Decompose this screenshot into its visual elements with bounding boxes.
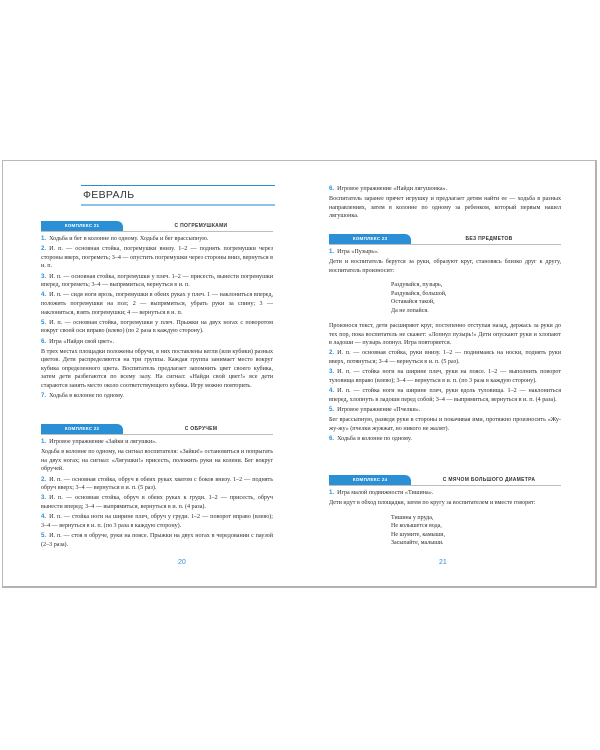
complex-24-header bbox=[329, 475, 561, 486]
item-text: Ходьба в колонне по одному. bbox=[49, 393, 124, 400]
list-item bbox=[41, 476, 273, 493]
item-number: 4. bbox=[41, 513, 47, 521]
list-item bbox=[41, 392, 273, 401]
list-item bbox=[329, 258, 561, 275]
item-text: Ходьба в колонне по одному. bbox=[337, 435, 412, 442]
item-text: Игра «Найди свой цвет». bbox=[49, 338, 114, 345]
complex-22-tab: КОМПЛЕКС 22 bbox=[41, 424, 123, 434]
complex-23-header bbox=[329, 234, 561, 245]
list-item bbox=[41, 438, 273, 447]
list-item bbox=[41, 235, 273, 244]
list-item bbox=[329, 195, 561, 221]
poem-line: Не колышется вода, bbox=[391, 523, 442, 530]
list-item bbox=[329, 368, 561, 385]
item-number: 1. bbox=[41, 235, 47, 242]
poem-line: Оставайся такой, bbox=[391, 299, 435, 306]
item-number: 5. bbox=[41, 531, 47, 539]
poem-line: Да не лопайся. bbox=[391, 307, 429, 314]
item-text: И. п. — сидя ноги врозь, погремушки в обеих руках у плеч. 1 — наклониться вперед, положить погремушки на пол; 2 — выпрямиться, убрать руки за спину; 3 — наклониться, взять погремушки; 4 — вернуться в и. п. bbox=[41, 292, 273, 316]
poem-line: Засыпайте, малыши. bbox=[391, 540, 444, 546]
complex-24-tab: КОМПЛЕКС 24 bbox=[329, 475, 411, 485]
list-item bbox=[329, 185, 561, 194]
complex-23-items bbox=[329, 322, 561, 443]
item-text: В трех местах площадки положены обручи, в них поставлены кегли (или кубики) разных цветов. Дети распределяются на три группы. Каждая группа занимает место вокруг кубика определенного цвета. Воспитатель предлагает запомнить цвет своего кубика, затем дети разбегаются по всему залу. На сигнал: «Найди свой цвет!» все дети стараются занять место около соответствующего кубика. Игру можно повторить. bbox=[41, 348, 273, 390]
item-number: 2. bbox=[41, 475, 47, 483]
page-number-right: 21 bbox=[439, 559, 447, 566]
list-item bbox=[329, 349, 561, 366]
list-item bbox=[41, 291, 273, 317]
item-text: И. п. — основная стойка, обруч в обеих руках хватом с боков внизу. 1–2 — поднять обруч вверх; 3–4 — вернуться в и. п. (5 раз). bbox=[41, 476, 273, 492]
complex-21-tab: КОМПЛЕКС 21 bbox=[41, 221, 123, 231]
month-heading: ФЕВРАЛЬ bbox=[81, 185, 275, 206]
item-text: Произнося текст, дети расширяют круг, постепенно отступая назад, держась за руки до тех пор, пока воспитатель не скажет: «Лопнул пузырь!» Дети опускают руки и хлопают в ладоши — пузырь лопнул. Игра повторяется. bbox=[329, 323, 561, 347]
complex-24 bbox=[329, 475, 561, 554]
list-item bbox=[41, 319, 273, 336]
list-item bbox=[41, 532, 273, 549]
list-item bbox=[41, 513, 273, 530]
poem-line: Раздувайся, большой, bbox=[391, 290, 447, 297]
list-item bbox=[329, 416, 561, 433]
item-text: Ходьба и бег в колонне по одному. Ходьба и бег врассыпную. bbox=[49, 236, 209, 242]
item-number: 7. bbox=[41, 392, 47, 400]
list-item bbox=[329, 489, 561, 498]
poem-line: Не шумите, камыши, bbox=[391, 531, 445, 538]
poem-line: Раздувайся, пузырь, bbox=[391, 282, 443, 289]
complex-21-items bbox=[41, 235, 273, 401]
list-item bbox=[41, 448, 273, 474]
list-item bbox=[329, 322, 561, 348]
item-text: И. п. — стоя в обруче, руки на поясе. Прыжки на двух ногах в чередовании с паузой (2–3 раза). bbox=[41, 532, 273, 548]
item-number: 3. bbox=[41, 494, 47, 502]
book-spread bbox=[2, 160, 597, 588]
item-number: 5. bbox=[329, 405, 335, 413]
list-item bbox=[329, 499, 561, 508]
complex-22-header bbox=[41, 424, 273, 435]
continued-list bbox=[329, 185, 561, 221]
complex-24-poem bbox=[391, 514, 561, 548]
page-number-left: 20 bbox=[178, 559, 186, 566]
item-text: Бег врассыпную, разведя руки в стороны и покачивая ими, протяжно произносить «Жу-жу-жу» (пчелки жужжат, но никого не жалят). bbox=[329, 416, 561, 432]
item-number: 1. bbox=[329, 489, 335, 496]
item-text: Дети идут в обход площадки, затем по кругу за воспитателем и вместе говорят: bbox=[329, 500, 536, 507]
item-text: Ходьба в колонне по одному, на сигнал воспитателя: «Зайки!» остановиться и попрыгать на двух ногах; на сигнал: «Лягушки!» присесть, положить руки на колени. Бег вокруг обручей. bbox=[41, 449, 273, 473]
list-item bbox=[41, 245, 273, 271]
complex-22 bbox=[41, 424, 273, 551]
list-item bbox=[41, 494, 273, 511]
item-text: И. п. — основная стойка, руки внизу. 1–2 — поднимаясь на носки, поднять руки вверх, потянуться; 3–4 — вернуться в и. п. (5 раз). bbox=[329, 350, 561, 365]
item-text: Игра малой подвижности «Тишина». bbox=[337, 490, 434, 496]
item-number: 6. bbox=[41, 337, 47, 345]
list-item bbox=[41, 273, 273, 290]
item-number: 6. bbox=[329, 434, 335, 442]
list-item bbox=[329, 406, 561, 415]
item-number: 2. bbox=[41, 245, 47, 253]
item-number: 3. bbox=[329, 368, 335, 376]
continued-items bbox=[329, 185, 561, 223]
list-item bbox=[329, 435, 561, 444]
complex-23-title: БЕЗ ПРЕДМЕТОВ bbox=[465, 236, 513, 242]
poem-line: Тишина у пруда, bbox=[391, 514, 434, 521]
complex-23-intro bbox=[329, 248, 561, 275]
item-text: Воспитатель заранее прячет игрушку и предлагает детям найти ее — ходьба в разных направлениях, затем в колонне по одному за ребенком, который первым нашел лягушонка. bbox=[329, 196, 561, 220]
item-text: Игровое упражнение «Пчелки». bbox=[337, 406, 421, 413]
item-number: 1. bbox=[329, 248, 335, 255]
item-number: 4. bbox=[41, 291, 47, 299]
item-text: Игровое упражнение «Зайки и лягушки». bbox=[49, 439, 157, 445]
item-number: 5. bbox=[41, 318, 47, 326]
item-number: 3. bbox=[41, 272, 47, 280]
complex-21-title: С ПОГРЕМУШКАМИ bbox=[174, 223, 228, 229]
complex-22-items bbox=[41, 438, 273, 549]
complex-23 bbox=[329, 234, 561, 445]
complex-21 bbox=[41, 221, 273, 402]
item-text: Дети и воспитатель берутся за руки, образуют круг, становясь близко друг к другу, воспитатель произносит: bbox=[329, 259, 561, 274]
item-number: 1. bbox=[41, 438, 47, 445]
complex-24-title: С МЯЧОМ БОЛЬШОГО ДИАМЕТРА bbox=[442, 477, 536, 483]
item-text: И. п. — основная стойка, погремушки у плеч. Прыжки на двух ногах с поворотом вокруг своей оси вправо (влево) (по 2 раза в каждую сторону). bbox=[41, 319, 273, 335]
item-number: 4. bbox=[329, 386, 335, 394]
item-text: И. п. — стойка ноги на ширине плеч, руки вдоль туловища. 1–2 — наклониться вперед, хлопнуть в ладоши перед собой; 3–4 — выпрямиться, вернуться в и. п. (4 раза). bbox=[329, 387, 561, 403]
item-text: Игра «Пузырь». bbox=[337, 249, 379, 255]
item-text: И. п. — основная стойка, погремушки внизу. 1–2 — поднять погремушки через стороны вверх, погреметь; 3–4 — опустить погремушки через стороны вниз, вернуться в и. п. bbox=[41, 246, 273, 270]
complex-23-tab: КОМПЛЕКС 23 bbox=[329, 234, 411, 244]
complex-24-items bbox=[329, 489, 561, 508]
item-number: 2. bbox=[329, 349, 335, 357]
item-text: И. п. — основная стойка, погремушки у плеч. 1–2 — присесть, вынести погремушки вперед, погреметь; 3–4 — выпрямиться, вернуться в и. п. bbox=[41, 273, 273, 289]
complex-22-title: С ОБРУЧЕМ bbox=[184, 426, 218, 432]
item-text: Игровое упражнение «Найди лягушонка». bbox=[337, 186, 448, 192]
list-item bbox=[41, 348, 273, 391]
complex-23-poem bbox=[391, 281, 561, 315]
list-item bbox=[329, 248, 561, 257]
complex-21-header bbox=[41, 221, 273, 232]
list-item bbox=[329, 387, 561, 404]
item-text: И. п. — основная стойка, обруч в обеих руках к груди. 1–2 — присесть, обруч вынести вперед; 3–4 — выпрямиться, вернуться в и. п. (4 раза). bbox=[41, 495, 273, 510]
list-item bbox=[41, 338, 273, 347]
item-text: И. п. — стойка ноги на ширине плеч, обруч у груди. 1–2 — поворот вправо (влево); 3–4 — вернуться в и. п. (по 3 раза в каждую сторону). bbox=[41, 514, 273, 529]
item-number: 6. bbox=[329, 185, 335, 192]
item-text: И. п. — стойка ноги на ширине плеч, руки на поясе. 1–2 — выполнить поворот туловища вправо (влево); 3–4 — вернуться в и. п. (по 3 раза в каждую сторону). bbox=[329, 369, 561, 384]
